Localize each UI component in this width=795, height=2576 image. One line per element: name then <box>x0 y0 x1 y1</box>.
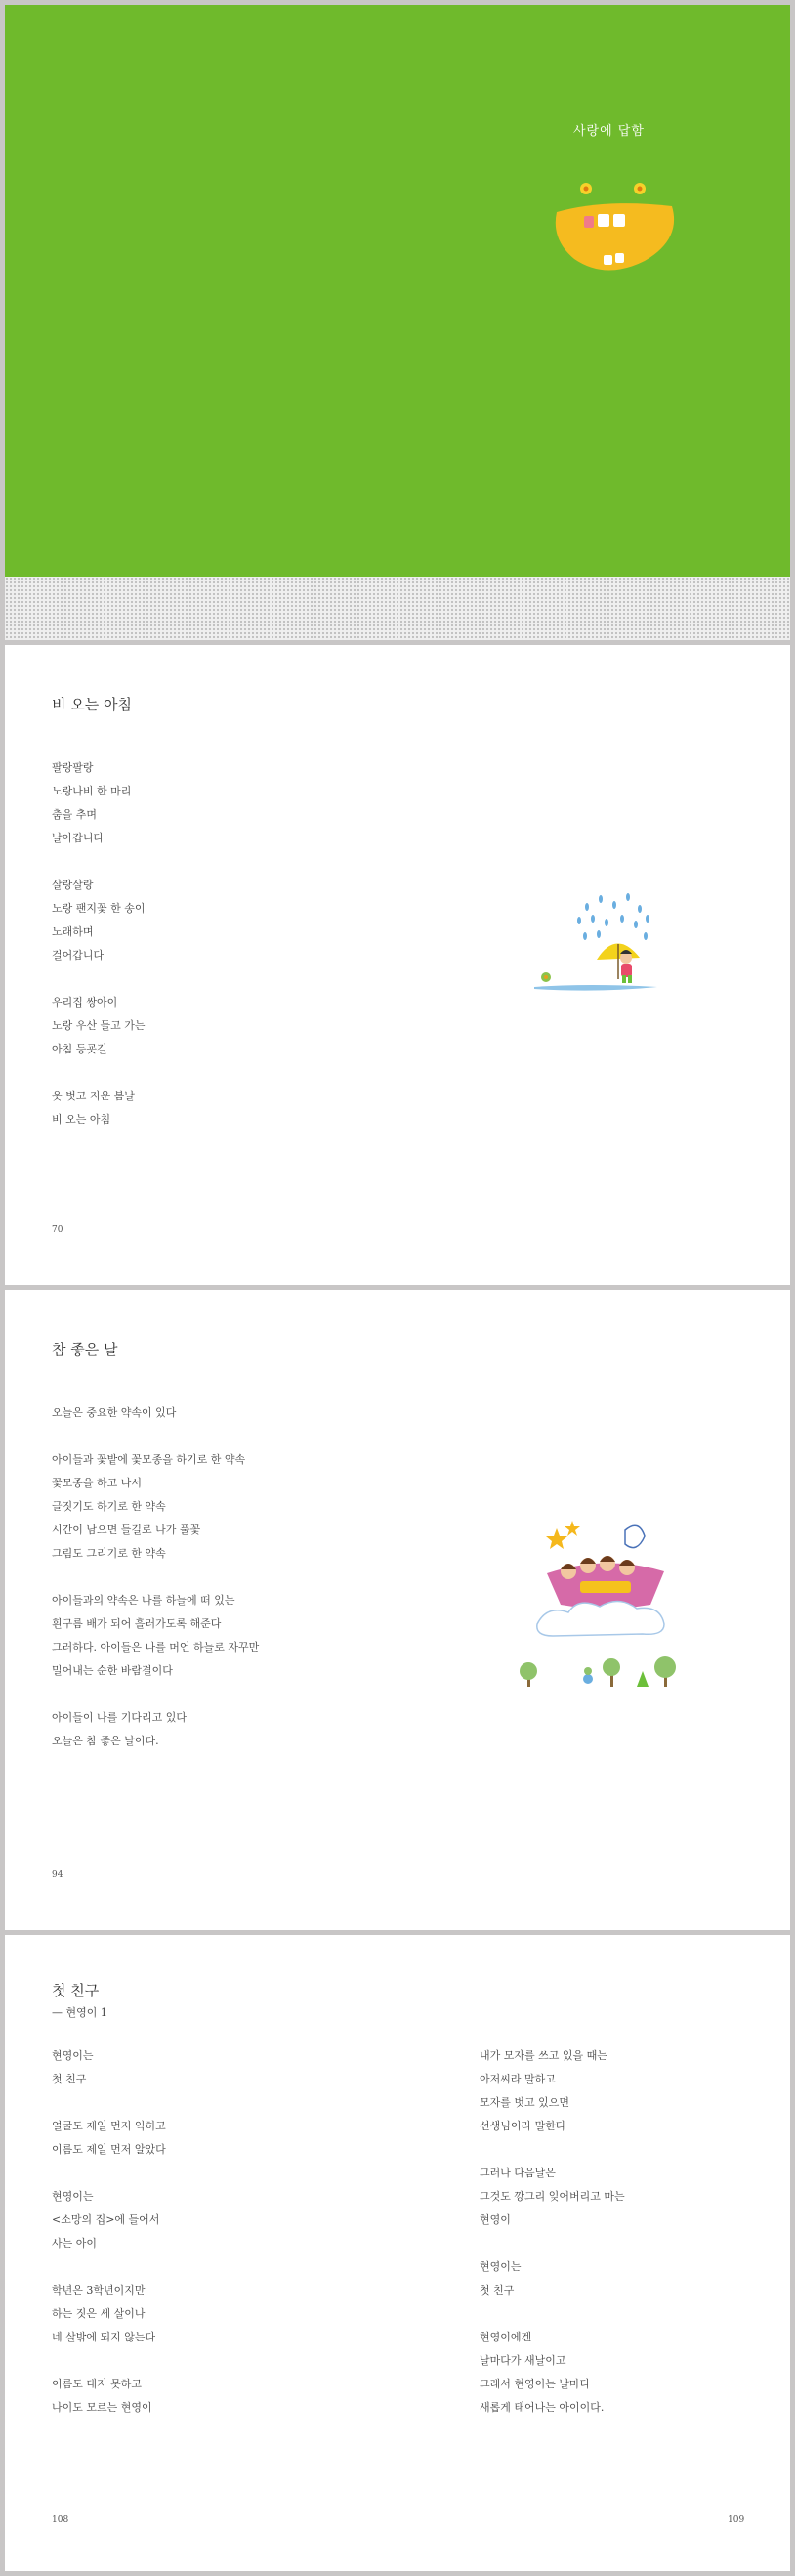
poem-title: 참 좋은 날 <box>52 1341 118 1358</box>
stanza <box>52 1085 146 1132</box>
stanza <box>52 756 146 850</box>
poem-line: 그러나 다음날은 <box>480 2167 556 2179</box>
poem-line: 팔랑팔랑 <box>52 761 94 774</box>
poem-line: 그림도 그리기로 한 약속 <box>52 1547 166 1560</box>
stanza <box>52 2373 166 2420</box>
cover-background <box>5 5 790 577</box>
poem-line: 내가 모자를 쓰고 있을 때는 <box>480 2049 607 2062</box>
poem-line: 학년은 3학년이지만 <box>52 2284 146 2297</box>
poem-body <box>52 1401 259 1777</box>
poem-line: 꽃모종을 하고 나서 <box>52 1477 143 1489</box>
stanza <box>480 2326 625 2420</box>
poem-line: 현영이는 <box>480 2260 522 2273</box>
dotted-band <box>5 577 790 640</box>
page-number-right: 109 <box>728 2515 745 2525</box>
poem-line: 모자를 벗고 있으면 <box>480 2096 570 2109</box>
poem-line: 새롭게 태어나는 아이이다. <box>480 2401 605 2414</box>
poem-line: 현영이는 <box>52 2190 94 2203</box>
cover-page <box>5 5 790 640</box>
stanza <box>52 2185 166 2255</box>
poem-line: 아침 등굣길 <box>52 1043 107 1055</box>
poem-title: 비 오는 아침 <box>52 696 132 713</box>
poem-line: 글짓기도 하기로 한 약속 <box>52 1500 166 1513</box>
stanza <box>52 991 146 1061</box>
poem-page-good-day <box>5 1290 790 1930</box>
poem-line: 사는 아이 <box>52 2237 98 2250</box>
page-number: 94 <box>52 1870 63 1880</box>
stanza <box>480 2255 625 2302</box>
poem-line: 오늘은 중요한 약속이 있다 <box>52 1406 177 1419</box>
stanza <box>52 2115 166 2162</box>
poem-line: 첫 친구 <box>52 2073 87 2085</box>
poem-line: 아이들과의 약속은 나를 하늘에 떠 있는 <box>52 1594 235 1607</box>
children-on-cloud-illustration <box>518 1515 684 1691</box>
poem-line: 그러하다. 아이들은 나를 머언 하늘로 자꾸만 <box>52 1641 260 1653</box>
poem-body-left <box>52 2044 166 2443</box>
poem-line: 비 오는 아침 <box>52 1113 111 1126</box>
poem-line: 아이들과 꽃밭에 꽃모종을 하기로 한 약속 <box>52 1453 246 1466</box>
poem-line: 선생님이라 말한다 <box>480 2120 566 2132</box>
poem-line: 옷 벗고 지운 봄날 <box>52 1090 135 1102</box>
poem-line: 이름도 제일 먼저 알았다 <box>52 2143 166 2156</box>
stanza <box>52 2044 166 2091</box>
poem-page-rainy-morning <box>5 645 790 1285</box>
poem-line: 노랑나비 한 마리 <box>52 785 132 797</box>
page-number-left: 108 <box>52 2515 69 2525</box>
poem-line: 날마다가 새날이고 <box>480 2354 566 2367</box>
smiling-mouth-illustration <box>547 171 684 288</box>
poem-line: 걸어갑니다 <box>52 949 105 962</box>
stanza <box>480 2162 625 2232</box>
poem-line: 아저씨라 말하고 <box>480 2073 556 2085</box>
stanza <box>480 2044 625 2138</box>
poem-line: 노랑 팬지꽃 한 송이 <box>52 902 146 915</box>
poem-line: 첫 친구 <box>480 2284 515 2297</box>
star-icon <box>546 1521 580 1549</box>
stanza <box>52 1589 259 1683</box>
poem-title: 첫 친구 <box>52 1982 100 1999</box>
poem-line: 현영이 <box>480 2213 511 2226</box>
poem-line: 네 살밖에 되지 않는다 <box>52 2331 156 2343</box>
poem-line: 이름도 대지 못하고 <box>52 2378 143 2390</box>
flower-icon <box>580 183 646 194</box>
poem-body <box>52 756 146 1155</box>
poem-line: <소망의 집>에 들어서 <box>52 2213 160 2226</box>
poem-line: 오늘은 참 좋은 날이다. <box>52 1735 159 1747</box>
poem-line: 그것도 깡그리 잊어버리고 마는 <box>480 2190 625 2203</box>
page-number: 70 <box>52 1225 63 1235</box>
cover-title: 사랑에 답함 <box>573 124 645 139</box>
poem-line: 시간이 남으면 들길로 나가 풀꽃 <box>52 1524 201 1536</box>
poem-line: 그래서 현영이는 날마다 <box>480 2378 591 2390</box>
stanza <box>52 1448 259 1566</box>
poem-line: 우리집 쌍아이 <box>52 996 118 1009</box>
mouth-shape <box>556 203 674 270</box>
poem-line: 현영이에겐 <box>480 2331 532 2343</box>
stanza <box>52 2279 166 2349</box>
stanza <box>52 1706 259 1753</box>
poem-spread-first-friend <box>5 1935 790 2571</box>
poem-line: 춤을 추며 <box>52 808 98 821</box>
stanza <box>52 874 146 967</box>
poem-line: 노랑 우산 들고 가는 <box>52 1019 146 1032</box>
poem-line: 날아갑니다 <box>52 832 105 844</box>
poem-body-right <box>480 2044 625 2443</box>
poem-line: 나이도 모르는 현영이 <box>52 2401 152 2414</box>
tree-icon <box>520 1656 676 1687</box>
poem-subtitle: — 현영이 1 <box>52 2006 107 2019</box>
poem-line: 얼굴도 제일 먼저 익히고 <box>52 2120 166 2132</box>
poem-line: 살랑살랑 <box>52 879 94 891</box>
stanza <box>52 1401 259 1425</box>
poem-line: 밀어내는 순한 바람결이다 <box>52 1664 173 1677</box>
poem-line: 하는 짓은 세 살이나 <box>52 2307 146 2320</box>
poem-line: 노래하며 <box>52 925 94 938</box>
rain-umbrella-child-illustration <box>530 889 677 997</box>
poem-line: 흰구름 배가 되어 흘러가도록 해준다 <box>52 1617 222 1630</box>
poem-line: 현영이는 <box>52 2049 94 2062</box>
poem-line: 아이들이 나를 기다리고 있다 <box>52 1711 188 1724</box>
